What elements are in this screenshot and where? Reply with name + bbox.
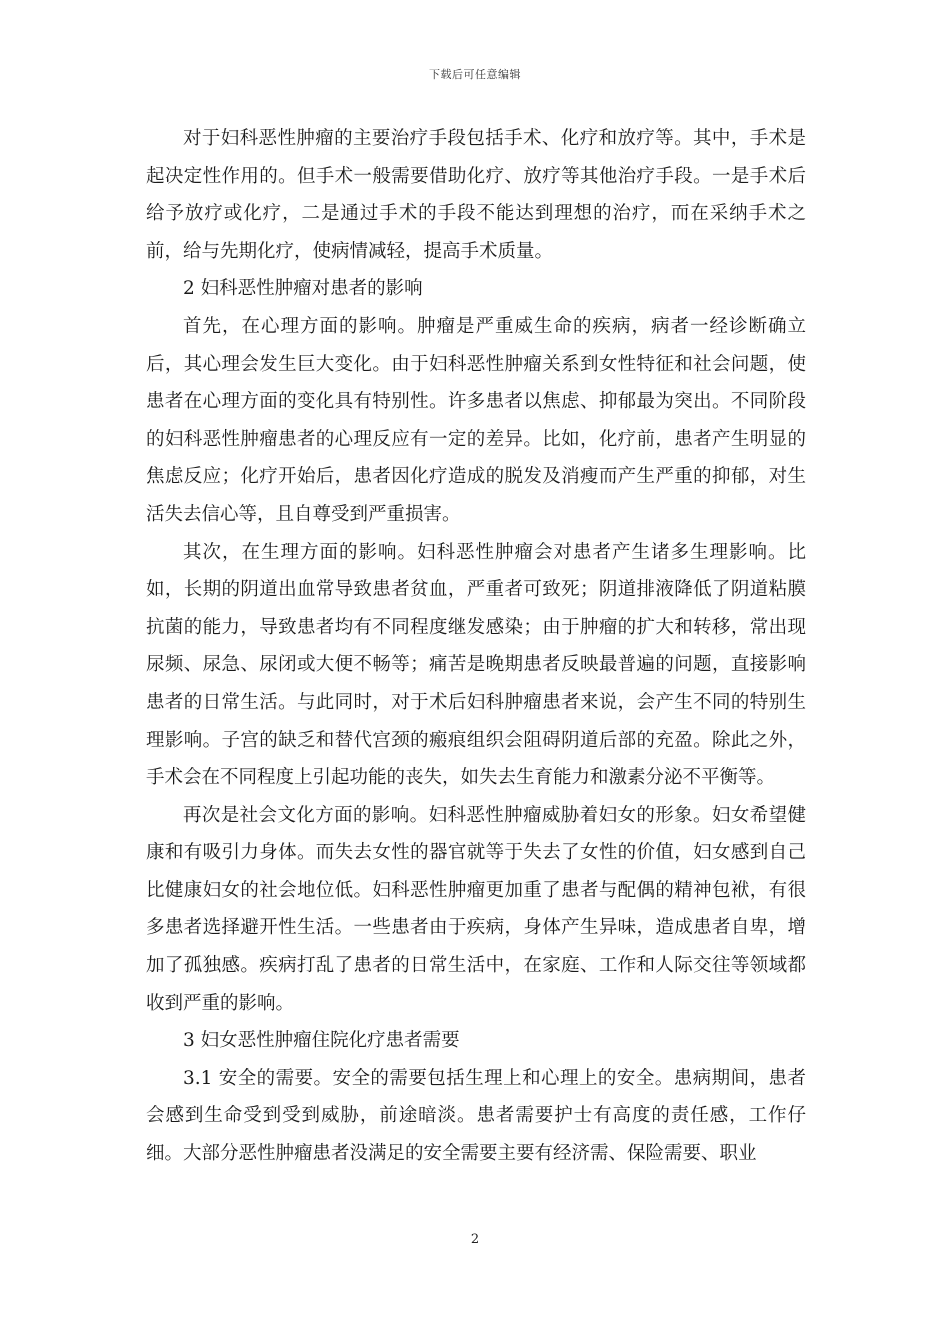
paragraph-treatment-methods: 对于妇科恶性肿瘤的主要治疗手段包括手术、化疗和放疗等。其中，手术是起决定性作用的。但手术一般需要借助化疗、放疗等其他治疗手段。一是手术后给予放疗或化疗，二是通过手术的手段不能达到理想的治疗，而在采纳手术之前，给与先期化疗，使病情减轻，提高手术质量。 xyxy=(146,128,806,262)
paragraph-psychological-impact: 首先，在心理方面的影响。肿瘤是严重威生命的疾病，病者一经诊断确立后，其心理会发生巨大变化。由于妇科恶性肿瘤关系到女性特征和社会问题，使患者在心理方面的变化具有特别性。许多患者以焦虑、抑郁最为突出。不同阶段的妇科恶性肿瘤患者的心理反应有一定的差异。比如，化疗前，患者产生明显的焦虑反应；化疗开始后，患者因化疗造成的脱发及消瘦而产生严重的抑郁，对生活失去信心等，且自尊受到严重损害。 xyxy=(146,315,806,525)
section-heading-3: 3 妇女恶性肿瘤住院化疗患者需要 xyxy=(183,1030,460,1052)
paragraph-physiological-impact: 其次，在生理方面的影响。妇科恶性肿瘤会对患者产生诸多生理影响。比如，长期的阴道出血常导致患者贫血，严重者可致死；阴道排液降低了阴道粘膜抗菌的能力，导致患者均有不同程度继发感染；由于肿瘤的扩大和转移，常出现尿频、尿急、尿闭或大便不畅等；痛苦是晚期患者反映最普遍的问题，直接影响患者的日常生活。与此同时，对于术后妇科肿瘤患者来说，会产生不同的特别生理影响。子宫的缺乏和替代宫颈的瘢痕组织会阻碍阴道后部的充盈。除此之外，手术会在不同程度上引起功能的丧失，如失去生育能力和激素分泌不平衡等。 xyxy=(146,541,806,789)
page-number: 2 xyxy=(470,1232,480,1247)
paragraph-sociocultural-impact: 再次是社会文化方面的影响。妇科恶性肿瘤威胁着妇女的形象。妇女希望健康和有吸引力身体。而失去女性的器官就等于失去了女性的价值，妇女感到自己比健康妇女的社会地位低。妇科恶性肿瘤更加重了患者与配偶的精神包袱，有很多患者选择避开性生活。一些患者由于疾病，身体产生异味，造成患者自卑，增加了孤独感。疾病打乱了患者的日常生活中，在家庭、工作和人际交往等领域都收到严重的影响。 xyxy=(146,804,806,1014)
paragraph-safety-needs: 3.1 安全的需要。安全的需要包括生理上和心理上的安全。患病期间，患者会感到生命受到受到威胁，前途暗淡。患者需要护士有高度的责任感，工作仔细。大部分恶性肿瘤患者没满足的安全需要主要有经济需、保险需要、职业 xyxy=(146,1067,806,1165)
document-body xyxy=(146,120,806,1173)
section-heading-2: 2 妇科恶性肿瘤对患者的影响 xyxy=(183,278,423,300)
page-header: 下载后可任意编辑 xyxy=(429,68,521,81)
